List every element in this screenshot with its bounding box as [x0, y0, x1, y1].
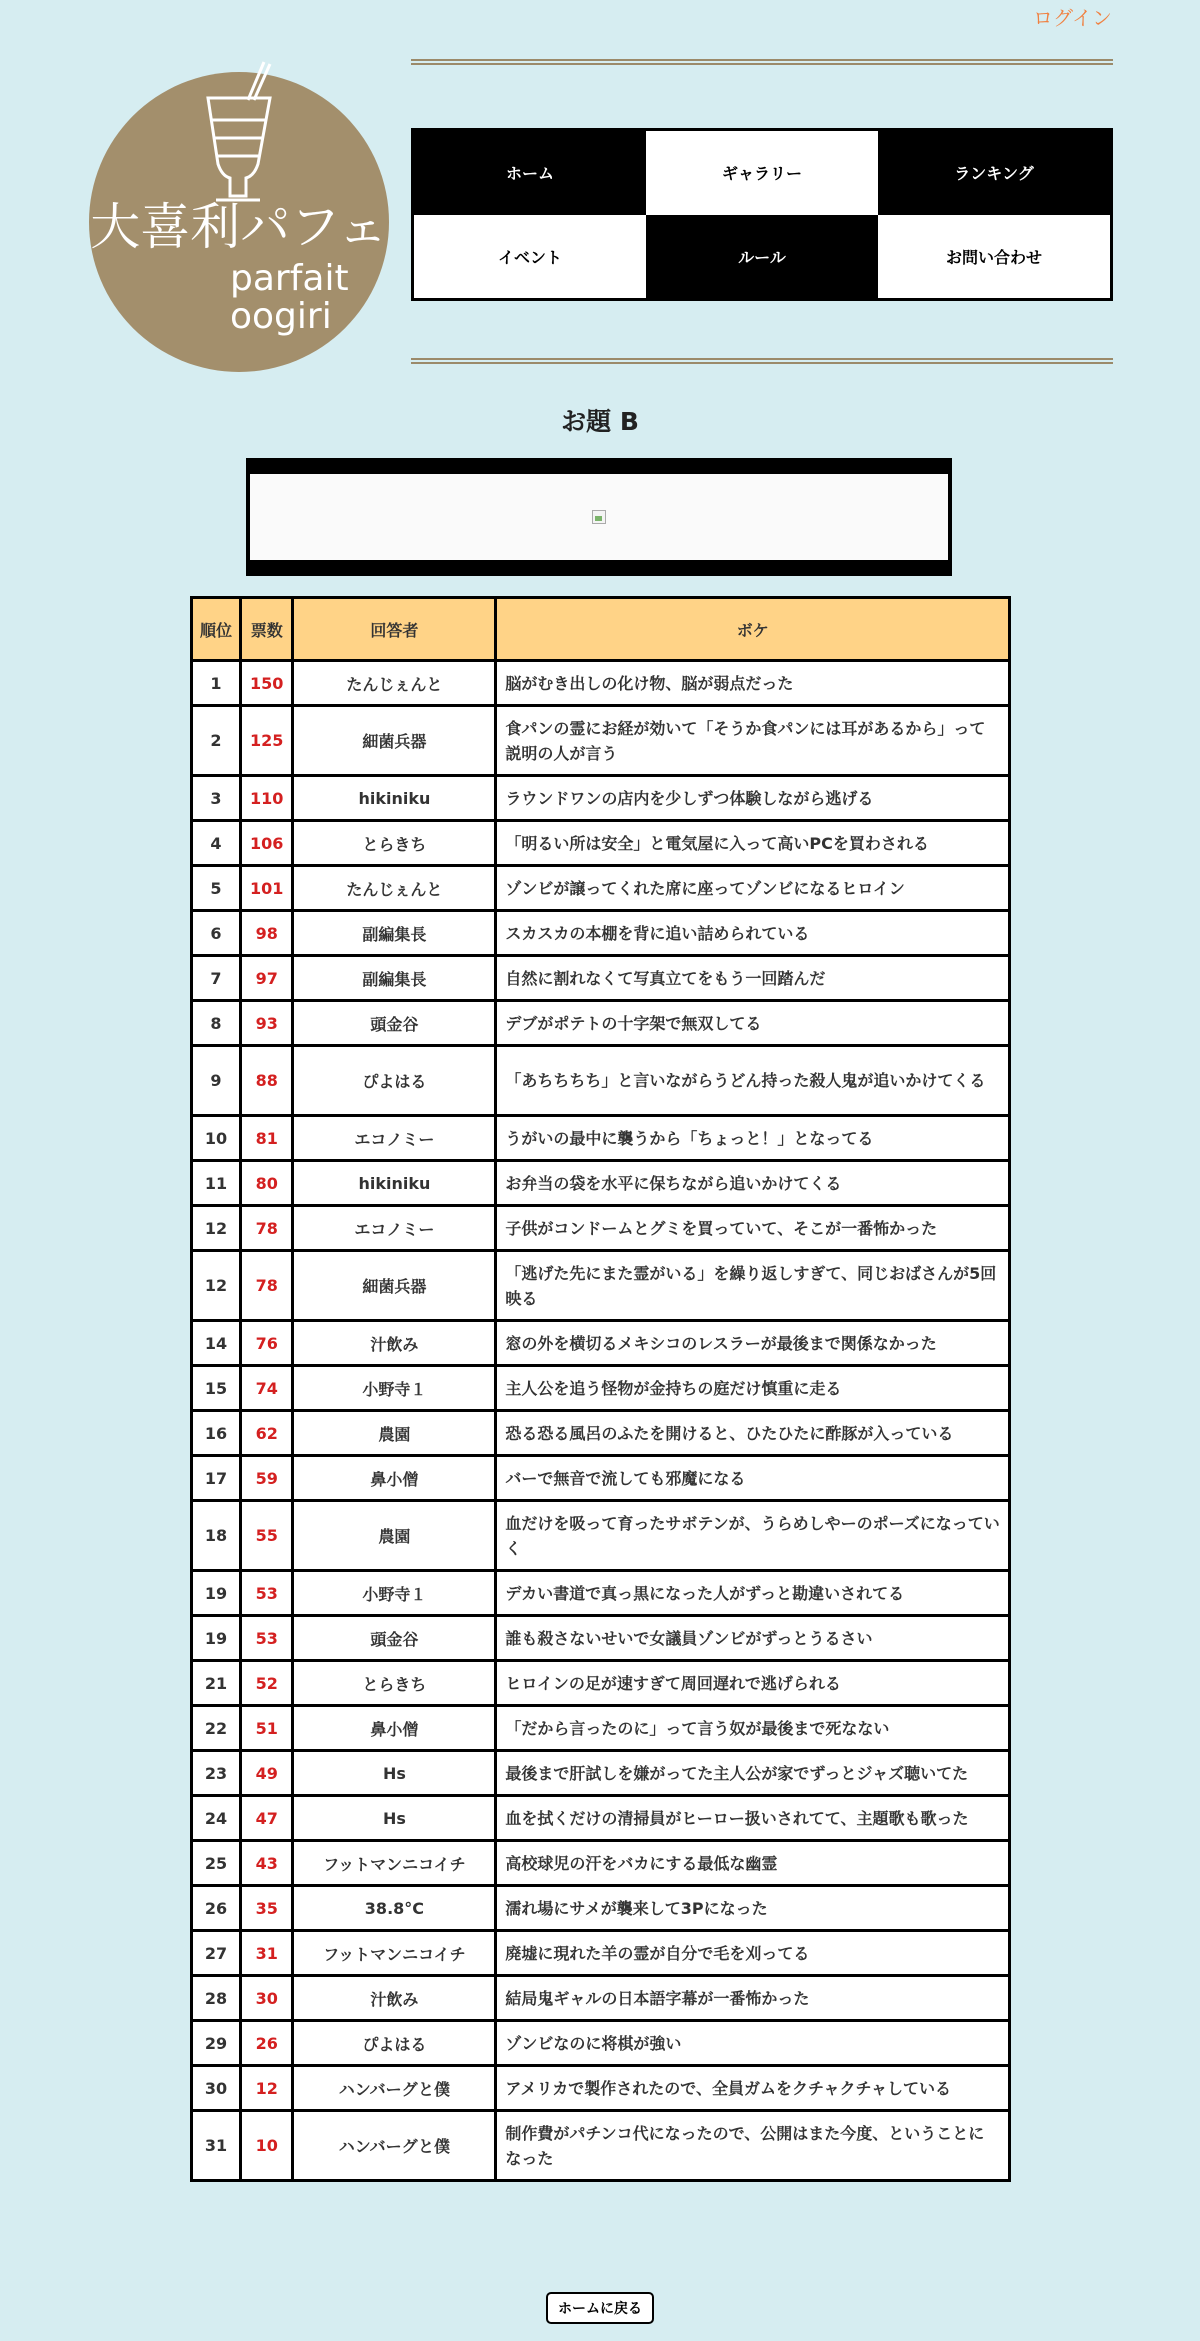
table-row — [192, 2111, 1010, 2181]
rank-cell: 19 — [192, 1571, 241, 1616]
boke-cell: 脳がむき出しの化け物、脳が弱点だった — [496, 661, 1010, 706]
boke-cell: 恐る恐る風呂のふたを開けると、ひたひたに酢豚が入っている — [496, 1411, 1010, 1456]
rank-cell: 8 — [192, 1001, 241, 1046]
name-cell: hikiniku — [293, 1161, 496, 1206]
boke-cell: 「あちちちち」と言いながらうどん持った殺人鬼が追いかけてくる — [496, 1046, 1010, 1116]
boke-cell: ラウンドワンの店内を少しずつ体験しながら逃げる — [496, 776, 1010, 821]
rank-cell: 11 — [192, 1161, 241, 1206]
votes-cell: 55 — [241, 1501, 293, 1571]
name-cell: Hs — [293, 1751, 496, 1796]
header-rule-top — [411, 59, 1113, 65]
votes-cell: 97 — [241, 956, 293, 1001]
votes-cell: 125 — [241, 706, 293, 776]
rank-cell: 4 — [192, 821, 241, 866]
table-row — [192, 661, 1010, 706]
name-cell: とらきち — [293, 1661, 496, 1706]
votes-cell: 78 — [241, 1251, 293, 1321]
table-row — [192, 1571, 1010, 1616]
votes-cell: 98 — [241, 911, 293, 956]
votes-cell: 12 — [241, 2066, 293, 2111]
votes-cell: 80 — [241, 1161, 293, 1206]
boke-cell: 自然に割れなくて写真立てをもう一回踏んだ — [496, 956, 1010, 1001]
votes-cell: 150 — [241, 661, 293, 706]
rank-cell: 2 — [192, 706, 241, 776]
table-row — [192, 1251, 1010, 1321]
logo-title: 大喜利パフェ — [90, 198, 388, 256]
page-title: お題 B — [561, 407, 639, 436]
name-cell: Hs — [293, 1796, 496, 1841]
table-header-row — [192, 598, 1010, 661]
votes-cell: 88 — [241, 1046, 293, 1116]
table-row — [192, 2021, 1010, 2066]
results-table — [190, 596, 1011, 2182]
name-cell: ぴよはる — [293, 2021, 496, 2066]
rank-cell: 17 — [192, 1456, 241, 1501]
name-cell: 頭金谷 — [293, 1001, 496, 1046]
name-cell: 副編集長 — [293, 956, 496, 1001]
boke-cell: ヒロインの足が速すぎて周回遅れで逃げられる — [496, 1661, 1010, 1706]
rank-cell: 25 — [192, 1841, 241, 1886]
rank-cell: 28 — [192, 1976, 241, 2021]
header-votes: 票数 — [241, 598, 293, 661]
boke-cell: デカい書道で真っ黒になった人がずっと勘違いされてる — [496, 1571, 1010, 1616]
name-cell: フットマンニコイチ — [293, 1841, 496, 1886]
name-cell: ハンバーグと僕 — [293, 2066, 496, 2111]
rank-cell: 9 — [192, 1046, 241, 1116]
table-row — [192, 911, 1010, 956]
name-cell: 汁飲み — [293, 1976, 496, 2021]
votes-cell: 59 — [241, 1456, 293, 1501]
rank-cell: 14 — [192, 1321, 241, 1366]
nav-event[interactable]: イベント — [414, 215, 646, 299]
votes-cell: 62 — [241, 1411, 293, 1456]
rank-cell: 31 — [192, 2111, 241, 2181]
table-row — [192, 1456, 1010, 1501]
name-cell: たんじぇんと — [293, 661, 496, 706]
votes-cell: 51 — [241, 1706, 293, 1751]
boke-cell: うがいの最中に襲うから「ちょっと！」となってる — [496, 1116, 1010, 1161]
votes-cell: 76 — [241, 1321, 293, 1366]
name-cell: フットマンニコイチ — [293, 1931, 496, 1976]
broken-image-icon — [592, 510, 606, 524]
name-cell: 農園 — [293, 1501, 496, 1571]
boke-cell: 「だから言ったのに」って言う奴が最後まで死なない — [496, 1706, 1010, 1751]
main-nav — [411, 128, 1113, 301]
name-cell: 農園 — [293, 1411, 496, 1456]
name-cell: 小野寺１ — [293, 1366, 496, 1411]
table-row — [192, 1751, 1010, 1796]
rank-cell: 30 — [192, 2066, 241, 2111]
table-row — [192, 956, 1010, 1001]
table-row — [192, 1661, 1010, 1706]
votes-cell: 110 — [241, 776, 293, 821]
table-row — [192, 776, 1010, 821]
votes-cell: 35 — [241, 1886, 293, 1931]
table-row — [192, 1001, 1010, 1046]
name-cell: 頭金谷 — [293, 1616, 496, 1661]
boke-cell: 「逃げた先にまた霊がいる」を繰り返しすぎて、同じおばさんが5回映る — [496, 1251, 1010, 1321]
name-cell: ぴよはる — [293, 1046, 496, 1116]
boke-cell: お弁当の袋を水平に保ちながら追いかけてくる — [496, 1161, 1010, 1206]
table-row — [192, 1206, 1010, 1251]
table-row — [192, 1796, 1010, 1841]
header-rank: 順位 — [192, 598, 241, 661]
table-row — [192, 1886, 1010, 1931]
table-row — [192, 866, 1010, 911]
name-cell: ハンバーグと僕 — [293, 2111, 496, 2181]
rank-cell: 3 — [192, 776, 241, 821]
votes-cell: 52 — [241, 1661, 293, 1706]
rank-cell: 6 — [192, 911, 241, 956]
rank-cell: 12 — [192, 1206, 241, 1251]
name-cell: 鼻小僧 — [293, 1706, 496, 1751]
name-cell: 汁飲み — [293, 1321, 496, 1366]
votes-cell: 53 — [241, 1616, 293, 1661]
votes-cell: 49 — [241, 1751, 293, 1796]
boke-cell: スカスカの本棚を背に追い詰められている — [496, 911, 1010, 956]
rank-cell: 26 — [192, 1886, 241, 1931]
boke-cell: 血だけを吸って育ったサボテンが、うらめしやーのポーズになっていく — [496, 1501, 1010, 1571]
table-row — [192, 1046, 1010, 1116]
rank-cell: 1 — [192, 661, 241, 706]
boke-cell: バーで無音で流しても邪魔になる — [496, 1456, 1010, 1501]
boke-cell: ゾンビなのに将棋が強い — [496, 2021, 1010, 2066]
votes-cell: 53 — [241, 1571, 293, 1616]
name-cell: とらきち — [293, 821, 496, 866]
boke-cell: 主人公を追う怪物が金持ちの庭だけ慎重に走る — [496, 1366, 1010, 1411]
boke-cell: 制作費がパチンコ代になったので、公開はまた今度、ということになった — [496, 2111, 1010, 2181]
votes-cell: 101 — [241, 866, 293, 911]
topic-image-frame — [246, 458, 952, 576]
back-home-button[interactable]: ホームに戻る — [546, 2292, 654, 2324]
table-row — [192, 1841, 1010, 1886]
table-row — [192, 1366, 1010, 1411]
table-row — [192, 706, 1010, 776]
boke-cell: 窓の外を横切るメキシコのレスラーが最後まで関係なかった — [496, 1321, 1010, 1366]
table-row — [192, 1616, 1010, 1661]
boke-cell: 結局鬼ギャルの日本語字幕が一番怖かった — [496, 1976, 1010, 2021]
name-cell: 細菌兵器 — [293, 1251, 496, 1321]
boke-cell: 最後まで肝試しを嫌がってた主人公が家でずっとジャズ聴いてた — [496, 1751, 1010, 1796]
table-row — [192, 1321, 1010, 1366]
rank-cell: 23 — [192, 1751, 241, 1796]
site-logo[interactable] — [88, 60, 390, 372]
rank-cell: 15 — [192, 1366, 241, 1411]
table-row — [192, 2066, 1010, 2111]
nav-contact[interactable]: お問い合わせ — [878, 215, 1110, 299]
rank-cell: 21 — [192, 1661, 241, 1706]
votes-cell: 93 — [241, 1001, 293, 1046]
table-row — [192, 1501, 1010, 1571]
boke-cell: 高校球児の汗をバカにする最低な幽霊 — [496, 1841, 1010, 1886]
votes-cell: 31 — [241, 1931, 293, 1976]
boke-cell: 廃墟に現れた羊の霊が自分で毛を刈ってる — [496, 1931, 1010, 1976]
votes-cell: 26 — [241, 2021, 293, 2066]
name-cell: エコノミー — [293, 1206, 496, 1251]
header-rule-bottom — [411, 358, 1113, 364]
votes-cell: 106 — [241, 821, 293, 866]
boke-cell: 食パンの霊にお経が効いて「そうか食パンには耳があるから」って説明の人が言う — [496, 706, 1010, 776]
votes-cell: 43 — [241, 1841, 293, 1886]
name-cell: エコノミー — [293, 1116, 496, 1161]
rank-cell: 12 — [192, 1251, 241, 1321]
nav-rules[interactable]: ルール — [646, 215, 878, 299]
name-cell: 鼻小僧 — [293, 1456, 496, 1501]
rank-cell: 29 — [192, 2021, 241, 2066]
rank-cell: 24 — [192, 1796, 241, 1841]
votes-cell: 47 — [241, 1796, 293, 1841]
table-row — [192, 1116, 1010, 1161]
name-cell: 小野寺１ — [293, 1571, 496, 1616]
table-row — [192, 1706, 1010, 1751]
header-boke: ボケ — [496, 598, 1010, 661]
nav-home[interactable]: ホーム — [414, 131, 646, 215]
name-cell: 副編集長 — [293, 911, 496, 956]
name-cell: 38.8°C — [293, 1886, 496, 1931]
table-row — [192, 1931, 1010, 1976]
boke-cell: 「明るい所は安全」と電気屋に入って高いPCを買わされる — [496, 821, 1010, 866]
table-row — [192, 1976, 1010, 2021]
rank-cell: 27 — [192, 1931, 241, 1976]
rank-cell: 5 — [192, 866, 241, 911]
boke-cell: 濡れ場にサメが襲来して3Pになった — [496, 1886, 1010, 1931]
boke-cell: 血を拭くだけの清掃員がヒーロー扱いされてて、主題歌も歌った — [496, 1796, 1010, 1841]
name-cell: たんじぇんと — [293, 866, 496, 911]
boke-cell: 子供がコンドームとグミを買っていて、そこが一番怖かった — [496, 1206, 1010, 1251]
logo-subtitle-2: oogiri — [230, 296, 332, 337]
boke-cell: アメリカで製作されたので、全員ガムをクチャクチャしている — [496, 2066, 1010, 2111]
votes-cell: 74 — [241, 1366, 293, 1411]
rank-cell: 18 — [192, 1501, 241, 1571]
nav-ranking[interactable]: ランキング — [878, 131, 1110, 215]
boke-cell: ゾンビが譲ってくれた席に座ってゾンビになるヒロイン — [496, 866, 1010, 911]
rank-cell: 16 — [192, 1411, 241, 1456]
votes-cell: 81 — [241, 1116, 293, 1161]
rank-cell: 22 — [192, 1706, 241, 1751]
table-row — [192, 1411, 1010, 1456]
rank-cell: 7 — [192, 956, 241, 1001]
votes-cell: 10 — [241, 2111, 293, 2181]
name-cell: hikiniku — [293, 776, 496, 821]
boke-cell: 誰も殺さないせいで女議員ゾンビがずっとうるさい — [496, 1616, 1010, 1661]
nav-gallery[interactable]: ギャラリー — [646, 131, 878, 215]
votes-cell: 30 — [241, 1976, 293, 2021]
boke-cell: デブがポテトの十字架で無双してる — [496, 1001, 1010, 1046]
votes-cell: 78 — [241, 1206, 293, 1251]
table-row — [192, 1161, 1010, 1206]
name-cell: 細菌兵器 — [293, 706, 496, 776]
header-name: 回答者 — [293, 598, 496, 661]
rank-cell: 19 — [192, 1616, 241, 1661]
login-link[interactable]: ログイン — [1033, 6, 1112, 30]
table-row — [192, 821, 1010, 866]
logo-subtitle-1: parfait — [230, 258, 349, 299]
rank-cell: 10 — [192, 1116, 241, 1161]
